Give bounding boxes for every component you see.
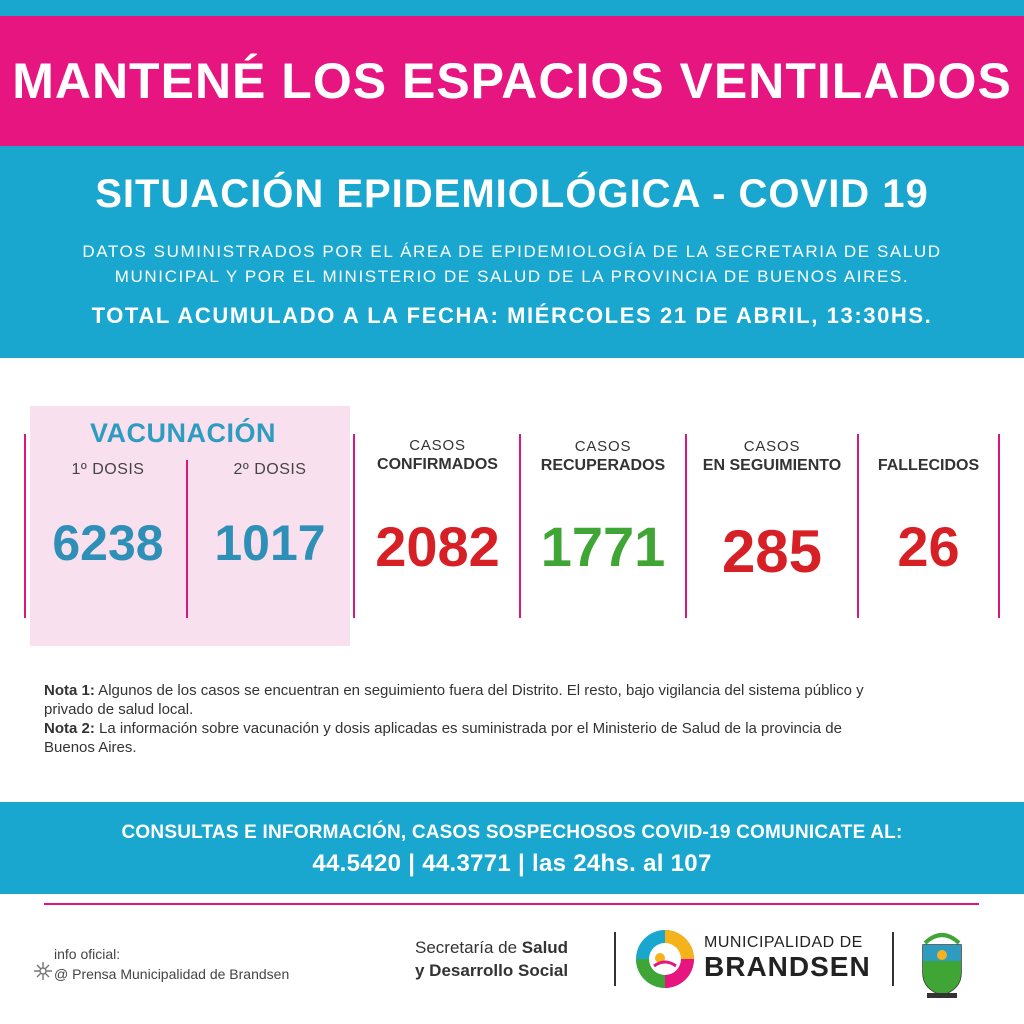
secretaria-text-c: y Desarrollo Social	[415, 961, 569, 980]
note-1	[44, 681, 884, 719]
secretaria-text-a: Secretaría de	[415, 938, 522, 957]
monitoring-header	[687, 437, 857, 475]
vaccination-title: VACUNACIÓN	[90, 418, 276, 448]
monitoring-value: 285	[721, 518, 823, 585]
monitoring-header-line2: EN SEGUIMIENTO	[702, 457, 842, 474]
notes	[44, 681, 884, 757]
divider-left	[24, 434, 26, 618]
banner-title: MANTENÉ LOS ESPACIOS VENTILADOS	[12, 53, 1012, 109]
note-2-label: Nota 2:	[44, 720, 95, 737]
data-source-line-1: DATOS SUMINISTRADOS POR EL ÁREA DE EPIDEMIOLOGÍA DE LA SECRETARIA DE SALUD	[82, 242, 942, 261]
footer-divider	[44, 903, 979, 905]
official-info	[54, 944, 289, 984]
note-2-text: La información sobre vacunación y dosis aplicadas es suministrada por el Ministerio de Salud de la provincia de Buenos Aires.	[44, 720, 842, 756]
confirmed-header	[356, 436, 519, 474]
recovered-header	[521, 437, 685, 475]
footer-separator-1	[614, 932, 616, 986]
ventilation-banner	[0, 16, 1024, 146]
municipality-logo-icon	[634, 928, 696, 990]
divider-1	[353, 434, 355, 618]
divider-right	[998, 434, 1000, 618]
confirmed-header-line2: CONFIRMADOS	[377, 456, 498, 473]
deceased-header-line2: FALLECIDOS	[877, 457, 980, 474]
confirmed-header-line1: CASOS	[409, 437, 466, 454]
recovered-header-line2: RECUPERADOS	[540, 457, 666, 474]
header-section	[0, 146, 1024, 358]
note-1-text: Algunos de los casos se encuentran en seguimiento fuera del Distrito. El resto, bajo vigilancia del sistema público y privado de salud local.	[44, 682, 864, 718]
dose1-label: 1º DOSIS	[71, 461, 145, 478]
data-source	[0, 239, 1024, 289]
deceased-header	[859, 456, 998, 475]
dose2-value: 1017	[214, 515, 326, 571]
note-1-label: Nota 1:	[44, 682, 95, 699]
info-label: info oficial:	[54, 946, 121, 962]
recovered-header-line1: CASOS	[574, 438, 632, 455]
total-date: TOTAL ACUMULADO A LA FECHA: MIÉRCOLES 21 DE ABRIL, 13:30HS.	[91, 303, 933, 328]
municipality-name	[704, 934, 871, 982]
note-2	[44, 719, 884, 757]
secretaria-label	[415, 936, 568, 982]
header-title: SITUACIÓN EPIDEMIOLÓGICA - COVID 19	[95, 172, 929, 216]
data-source-line-2: MUNICIPAL Y POR EL MINISTERIO DE SALUD DE LA PROVINCIA DE BUENOS AIRES.	[114, 267, 910, 286]
monitoring-header-line1: CASOS	[743, 438, 801, 455]
secretaria-text-b: Salud	[521, 938, 569, 957]
divider-doses	[186, 460, 188, 618]
contact-title: CONSULTAS E INFORMACIÓN, CASOS SOSPECHOSOS COVID-19 COMUNICATE AL:	[121, 822, 903, 843]
contact-section	[0, 802, 1024, 894]
contact-phones: 44.5420 | 44.3771 | las 24hs. al 107	[312, 850, 712, 877]
footer-separator-2	[892, 932, 894, 986]
dose2-label: 2º DOSIS	[233, 461, 307, 478]
deceased-value: 26	[897, 515, 960, 578]
coat-of-arms-icon	[915, 925, 969, 999]
recovered-value: 1771	[540, 515, 666, 578]
municipality-name-line2: BRANDSEN	[704, 951, 871, 982]
confirmed-value: 2082	[375, 515, 500, 578]
sparkle-icon	[32, 960, 54, 982]
top-strip	[0, 0, 1024, 16]
dose1-value: 6238	[52, 515, 164, 571]
municipality-name-line1: MUNICIPALIDAD DE	[704, 934, 863, 951]
info-source: @ Prensa Municipalidad de Brandsen	[54, 966, 290, 982]
